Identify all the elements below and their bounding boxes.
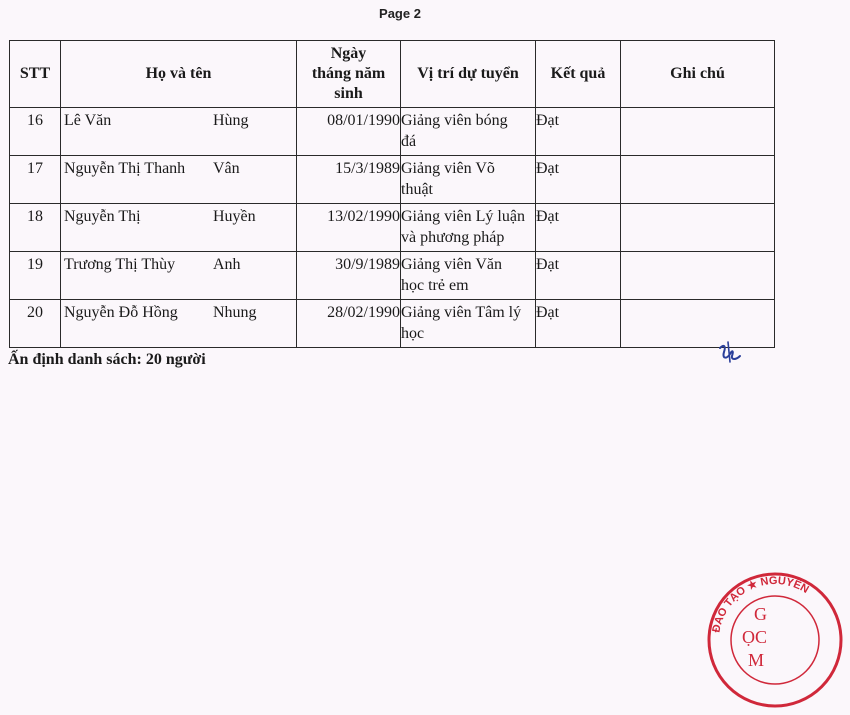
cell-result: Đạt [536, 156, 621, 204]
header-note: Ghi chú [621, 41, 775, 108]
cell-stt: 16 [10, 108, 61, 156]
list-finalization-note: Ấn định danh sách: 20 người [8, 351, 206, 368]
cell-position [401, 108, 536, 156]
cell-given-name: Vân [213, 160, 240, 177]
cell-stt: 18 [10, 204, 61, 252]
cell-position-line1: Giảng viên bóng [401, 112, 508, 129]
cell-note [621, 156, 775, 204]
cell-dob: 13/02/1990 [297, 204, 401, 252]
cell-position-line2: đá [401, 133, 417, 150]
table-row [10, 300, 775, 348]
header-dob-line2: tháng năm [311, 65, 386, 82]
cell-stt: 19 [10, 252, 61, 300]
cell-stt: 20 [10, 300, 61, 348]
cell-dob: 08/01/1990 [297, 108, 401, 156]
cell-surname: Nguyễn Thị [64, 208, 141, 225]
cell-surname: Nguyễn Đỗ Hồng [64, 304, 178, 321]
cell-name [61, 300, 297, 348]
header-result: Kết quả [536, 41, 621, 108]
header-dob [297, 41, 401, 108]
table-header-row [10, 41, 775, 108]
cell-result: Đạt [536, 300, 621, 348]
cell-note [621, 300, 775, 348]
header-dob-line1: Ngày [330, 45, 367, 62]
cell-position-line1: Giảng viên Lý luận [401, 208, 525, 225]
cell-position [401, 156, 536, 204]
cell-note [621, 204, 775, 252]
cell-position [401, 300, 536, 348]
seal-center-line3: M [748, 650, 765, 670]
cell-result: Đạt [536, 252, 621, 300]
cell-position-line2: và phương pháp [401, 229, 505, 246]
cell-dob: 15/3/1989 [297, 156, 401, 204]
header-position: Vị trí dự tuyển [401, 41, 536, 108]
cell-position-line1: Giảng viên Tâm lý [401, 304, 522, 321]
cell-note [621, 108, 775, 156]
page-label: Page 2 [379, 6, 421, 21]
cell-name [61, 204, 297, 252]
cell-name [61, 252, 297, 300]
cell-result: Đạt [536, 204, 621, 252]
cell-surname: Nguyễn Thị Thanh [64, 160, 186, 177]
cell-surname: Trương Thị Thùy [64, 256, 176, 273]
cell-position-line1: Giảng viên Võ [401, 160, 495, 177]
cell-given-name: Hùng [213, 112, 249, 129]
cell-stt: 17 [10, 156, 61, 204]
cell-given-name: Anh [213, 256, 241, 273]
seal-center-line1: G [754, 604, 767, 624]
cell-surname: Lê Văn [64, 112, 112, 129]
table-row [10, 108, 775, 156]
cell-note [621, 252, 775, 300]
table-row [10, 204, 775, 252]
cell-given-name: Nhung [213, 304, 257, 321]
cell-position-line2: thuật [401, 181, 433, 198]
table-row [10, 252, 775, 300]
cell-position-line2: học [401, 325, 425, 342]
cell-given-name: Huyền [213, 208, 256, 225]
cell-position-line1: Giảng viên Văn [401, 256, 503, 273]
table-row [10, 156, 775, 204]
official-seal [700, 565, 850, 715]
signature-initials [712, 336, 748, 372]
header-name: Họ và tên [61, 41, 297, 108]
cell-name [61, 108, 297, 156]
cell-dob: 30/9/1989 [297, 252, 401, 300]
cell-dob: 28/02/1990 [297, 300, 401, 348]
cell-result: Đạt [536, 108, 621, 156]
cell-position [401, 204, 536, 252]
cell-position-line2: học trẻ em [401, 277, 469, 294]
cell-position [401, 252, 536, 300]
cell-name [61, 156, 297, 204]
header-stt: STT [10, 41, 61, 108]
seal-center-line2: ỌC [742, 627, 768, 647]
header-dob-line3: sinh [334, 85, 363, 102]
candidate-table [9, 40, 775, 348]
seal-ring-text: ĐÀO TẠO ★ NGUYÊN [710, 574, 811, 634]
